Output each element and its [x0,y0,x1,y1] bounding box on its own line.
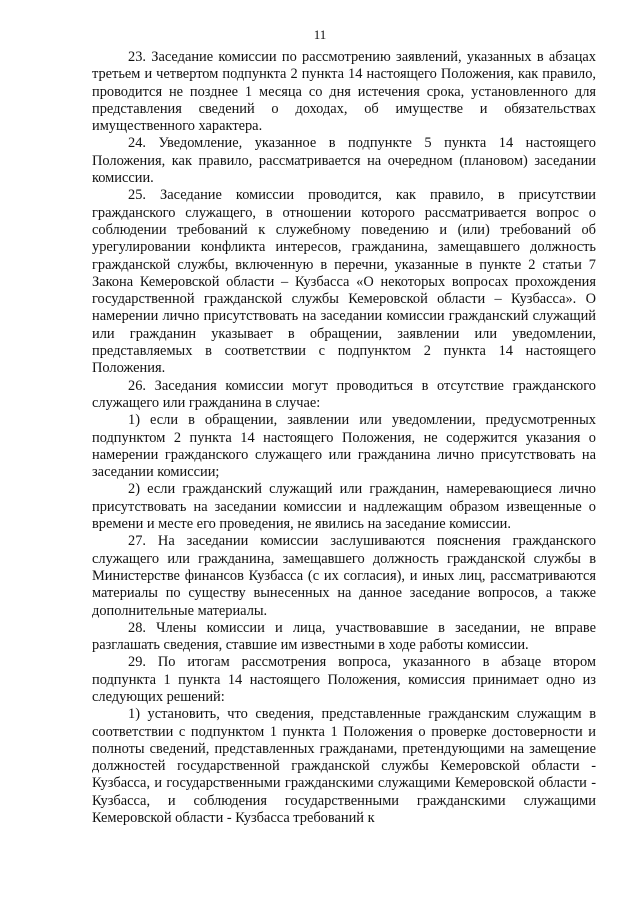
document-body [92,49,596,827]
paragraph-25: 25. Заседание комиссии проводится, как правило, в присутствии гражданского служащего, в отношении которого рассматривается вопрос о соблюдении требований к служебному поведению и (или) требований об урегулировании конфликта интересов, гражданина, замещавшего должность гражданской службы, включенную в перечни, указанные в пункте 2 статьи 7 Закона Кемеровской области – Кузбасса «О некоторых вопросах прохождения государственной гражданской службы Кемеровской области – Кузбасса». О намерении лично присутствовать на заседании комиссии гражданский служащий или гражданин указывает в обращении, заявлении или уведомлении, представляемых в соответствии с подпунктом 2 пункта 14 настоящего Положения. [92,187,596,377]
paragraph-26: 26. Заседания комиссии могут проводиться в отсутствие гражданского служащего или гражданина в случае: [92,377,596,411]
paragraph-29: 29. По итогам рассмотрения вопроса, указанного в абзаце втором подпункта 1 пункта 14 настоящего Положения, комиссия принимает одно из следующих решений: [92,654,596,705]
paragraph-26-item-1: 1) если в обращении, заявлении или уведомлении, предусмотренных подпунктом 2 пункта 14 настоящего Положения, не содержится указания о намерении гражданского служащего или гражданина лично присутствовать на заседании комиссии; [92,412,596,481]
page-number: 11 [313,27,327,42]
paragraph-26-item-2: 2) если гражданский служащий или гражданин, намеревающиеся лично присутствовать на заседании комиссии и надлежащим образом извещенные о времени и месте его проведения, не явились на заседание комиссии. [92,481,596,533]
paragraph-24: 24. Уведомление, указанное в подпункте 5 пункта 14 настоящего Положения, как правило, рассматривается на очередном (плановом) заседании комиссии. [92,135,596,187]
paragraph-28: 28. Члены комиссии и лица, участвовавшие в заседании, не вправе разглашать сведения, ставшие им известными в ходе работы комиссии. [92,619,596,654]
paragraph-27: 27. На заседании комиссии заслушиваются пояснения гражданского служащего или гражданина, замещавшего должность гражданской службы в Министерстве финансов Кузбасса (с их согласия), и иных лиц, рассматриваются материалы по существу вынесенных на данное заседание вопросов, а также дополнительные материалы. [92,533,596,619]
paragraph-23: 23. Заседание комиссии по рассмотрению заявлений, указанных в абзацах третьем и четвертом подпункта 2 пункта 14 настоящего Положения, как правило, проводится не позднее 1 месяца со дня истечения срока, установленного для представления сведений о доходах, об имуществе и обязательствах имущественного характера. [92,49,596,135]
paragraph-29-item-1: 1) установить, что сведения, представленные гражданским служащим в соответствии с подпунктом 1 пункта 1 Положения о проверке достоверности и полноты сведений, представленных гражданами, претендующими на замещение должностей государственной гражданской службы Кемеровской области - Кузбасса, и государственными гражданскими служащими Кемеровской области - Кузбасса, и соблюдения государственными гражданскими служащими Кемеровской области - Кузбасса требований к [92,706,596,827]
